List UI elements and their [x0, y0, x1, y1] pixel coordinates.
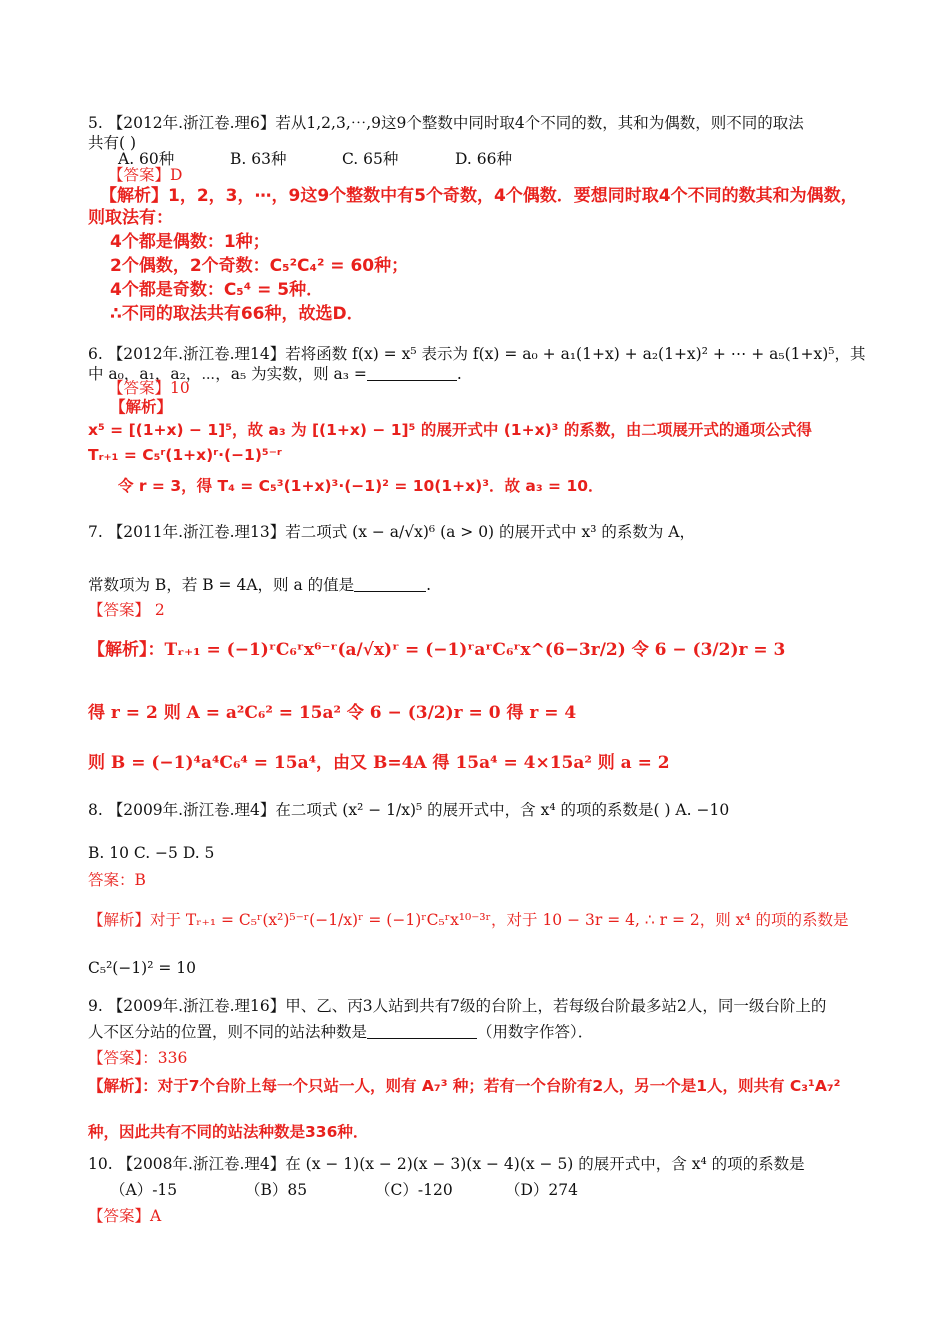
- q10-option-a: （A）-15: [110, 1181, 178, 1199]
- q9-stem-suffix: （用数字作答）．: [477, 1023, 594, 1041]
- q9-answer: 【答案】：336: [88, 1049, 188, 1067]
- q5-stem-line1: 5. 【2012年.浙江卷.理6】若从1,2,3,⋯,9这9个整数中同时取4个不同的数，其和为偶数，则不同的取法: [88, 114, 804, 132]
- q10-answer: 【答案】A: [88, 1207, 162, 1225]
- q5-option-c: C. 65种: [342, 150, 399, 168]
- q5-analysis-line1: 【解析】1，2，3，⋯，9这9个整数中有5个奇数，4个偶数．要想同时取4个不同的数其和为偶数，: [100, 186, 858, 206]
- q5-analysis-line3: 4个都是偶数：1种；: [110, 232, 270, 252]
- q7-answer-blank: [354, 577, 426, 592]
- q6-analysis-line2: Tᵣ₊₁ = C₅ʳ(1+x)ʳ·(−1)⁵⁻ʳ: [88, 446, 282, 464]
- q7-stem-line1: 7. 【2011年.浙江卷.理13】若二项式 (x − a/√x)⁶ (a > 0) 的展开式中 x³ 的系数为 A，: [88, 523, 695, 541]
- q7-answer: 【答案】 2: [88, 601, 165, 619]
- q5-answer: 【答案】D: [108, 166, 183, 184]
- q5-analysis-line4: 2个偶数，2个奇数：C₅²C₄² = 60种；: [110, 256, 409, 276]
- q5-analysis-line6: ∴不同的取法共有66种，故选D．: [110, 304, 364, 324]
- q10-option-d: （D）274: [505, 1181, 579, 1199]
- q6-stem-line2: 中 a₀，a₁，a₂，⋯，a₅ 为实数，则 a₃ = .: [88, 365, 462, 383]
- q8-stem-line1: 8. 【2009年.浙江卷.理4】在二项式 (x² − 1/x)⁵ 的展开式中，含 x⁴ 的项的系数是( ) A. −10: [88, 801, 730, 819]
- q9-stem-line2: [88, 1022, 593, 1042]
- q8-stem-line2: B. 10 C. −5 D. 5: [88, 844, 215, 862]
- q9-analysis-line2: 种，因此共有不同的站法种数是336种．: [88, 1123, 369, 1141]
- q9-stem-text: 人不区分站的位置，则不同的站法种数是: [88, 1023, 368, 1041]
- q5-option-d: D. 66种: [455, 150, 512, 168]
- q6-answer: 【答案】10: [108, 379, 190, 397]
- q9-analysis-line1: 【解析】：对于7个台阶上每一个只站一人，则有 A₇³ 种；若有一个台阶有2人，另一个是1人，则共有 C₃¹A₇²: [88, 1077, 841, 1095]
- q8-answer: 答案：B: [88, 871, 146, 889]
- q7-analysis-line1: 【解析】：Tᵣ₊₁ = (−1)ʳC₆ʳx⁶⁻ʳ(a/√x)ʳ = (−1)ʳaʳC₆ʳx^(6−3r/2) 令 6 − (3/2)r = 3: [88, 640, 786, 660]
- q5-analysis-line5: 4个都是奇数：C₅⁴ = 5种．: [110, 280, 324, 300]
- q5-stem-line2: 共有( ): [88, 134, 137, 152]
- q7-stem-line2: 常数项为 B，若 B = 4A，则 a 的值是 .: [88, 576, 432, 594]
- q6-analysis-title: 【解析】: [110, 398, 173, 416]
- q7-stem-text: 常数项为 B，若 B = 4A，则 a 的值是: [88, 576, 355, 594]
- q9-stem-line1: 9. 【2009年.浙江卷.理16】甲、乙、丙3人站到共有7级的台阶上，若每级台阶最多站2人，同一级台阶上的: [88, 997, 827, 1015]
- q10-option-c: （C）-120: [375, 1181, 453, 1199]
- q6-analysis-line3: 令 r = 3，得 T₄ = C₅³(1+x)³·(−1)² = 10(1+x)³．故 a₃ = 10．: [118, 477, 604, 495]
- q9-answer-blank: [367, 1024, 477, 1039]
- q8-analysis-line1: 【解析】对于 Tᵣ₊₁ = C₅ʳ(x²)⁵⁻ʳ(−1/x)ʳ = (−1)ʳC₅ʳx¹⁰⁻³ʳ，对于 10 − 3r = 4, ∴ r = 2，则 x⁴ 的项的系数是: [88, 911, 849, 929]
- q6-stem-line1: 6. 【2012年.浙江卷.理14】若将函数 f(x) = x⁵ 表示为 f(x) = a₀ + a₁(1+x) + a₂(1+x)² + ⋯ + a₅(1+x)⁵，其: [88, 345, 866, 363]
- q6-answer-blank: [367, 366, 457, 381]
- q5-option-a: A. 60种: [118, 150, 175, 168]
- q7-analysis-line3: 则 B = (−1)⁴a⁴C₆⁴ = 15a⁴，由又 B=4A 得 15a⁴ = 4×15a² 则 a = 2: [88, 753, 670, 773]
- q8-analysis-line2: C₅²(−1)² = 10: [88, 959, 197, 977]
- q6-stem-text: 中 a₀，a₁，a₂，⋯，a₅ 为实数，则 a₃ =: [88, 365, 367, 383]
- q6-analysis-line1: x⁵ = [(1+x) − 1]⁵，故 a₃ 为 [(1+x) − 1]⁵ 的展开式中 (1+x)³ 的系数，由二项展开式的通项公式得: [88, 421, 812, 439]
- q5-analysis-line2: 则取法有：: [88, 208, 173, 228]
- q5-option-b: B. 63种: [230, 150, 287, 168]
- q7-analysis-line2: 得 r = 2 则 A = a²C₆² = 15a² 令 6 − (3/2)r = 0 得 r = 4: [88, 703, 577, 723]
- q10-stem: 10. 【2008年.浙江卷.理4】在 (x − 1)(x − 2)(x − 3)(x − 4)(x − 5) 的展开式中，含 x⁴ 的项的系数是: [88, 1155, 805, 1173]
- q10-option-b: （B）85: [245, 1181, 308, 1199]
